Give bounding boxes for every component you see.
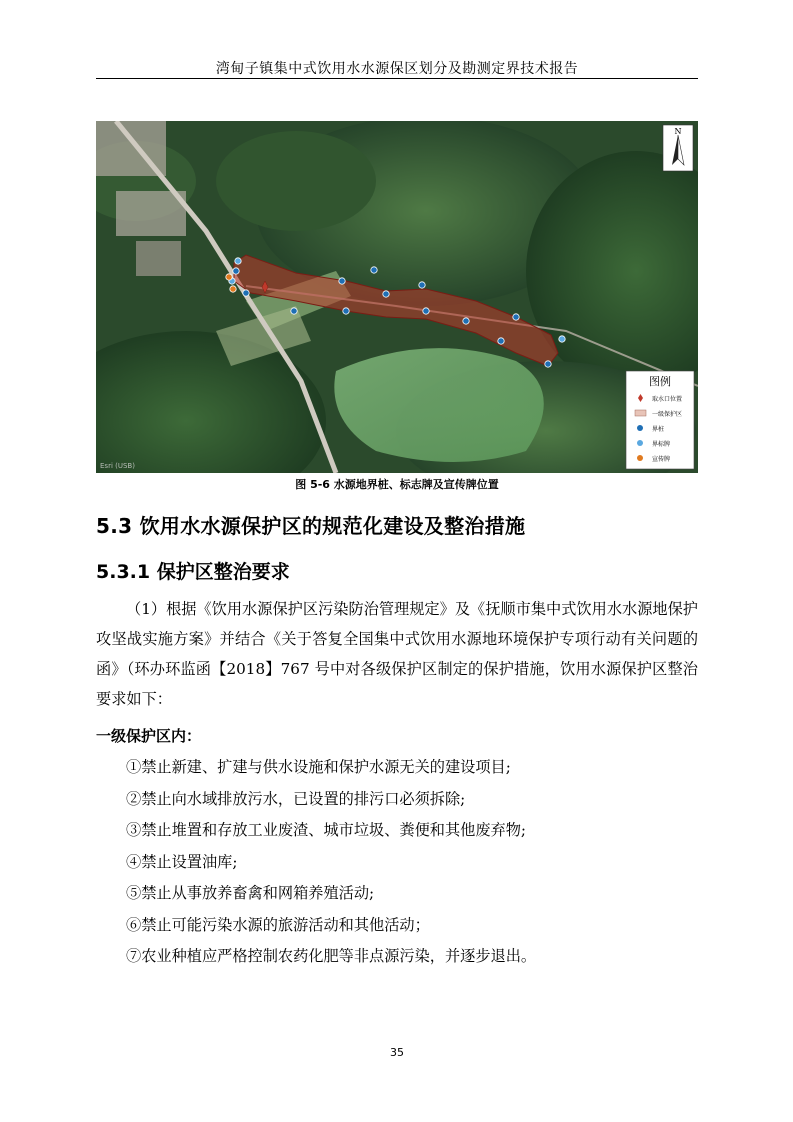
subsection-heading: 5.3.1 保护区整治要求 bbox=[96, 561, 290, 583]
boundary-pile bbox=[498, 338, 504, 344]
legend-label-zone: 一级保护区 bbox=[652, 411, 683, 418]
page-number: 35 bbox=[390, 1046, 404, 1059]
running-header: 湾甸子镇集中式饮用水水源保区划分及勘测定界技术报告 bbox=[215, 61, 579, 77]
promo-sign bbox=[226, 274, 232, 280]
village-block bbox=[136, 241, 181, 276]
map-canvas bbox=[96, 121, 698, 473]
promo-sign bbox=[230, 286, 236, 292]
zone-heading: 一级保护区内： bbox=[96, 727, 202, 745]
list-item: ③禁止堆置和存放工业废渣、城市垃圾、粪便和其他废弃物; bbox=[126, 821, 526, 839]
boundary-pile bbox=[545, 361, 551, 367]
body-paragraph: （1）根据《饮用水源保护区污染防治管理规定》及《抚顺市集中式饮用水水源地保护攻坚战实施方案》并结合《关于答复全国集中式饮用水源地环境保护专项行动有关问题的函》（环办环监函【2018】767 号中对各级保护区制定的保护措施，饮用水源保护区整治要求如下： bbox=[96, 600, 698, 708]
boundary-pile bbox=[463, 318, 469, 324]
boundary-pile bbox=[291, 308, 297, 314]
map-watermark: Esri (USB) bbox=[100, 462, 135, 470]
village-block bbox=[116, 191, 186, 236]
boundary-pile bbox=[233, 268, 239, 274]
legend-dot-icon-promo bbox=[637, 455, 643, 461]
map-legend bbox=[626, 371, 694, 469]
rules-list bbox=[126, 752, 536, 973]
legend-title: 图例 bbox=[649, 375, 671, 388]
section-heading: 5.3 饮用水水源保护区的规范化建设及整治措施 bbox=[96, 514, 526, 538]
boundary-sign bbox=[559, 336, 565, 342]
boundary-pile bbox=[383, 291, 389, 297]
list-item: ⑤禁止从事放养畜禽和网箱养殖活动; bbox=[126, 884, 375, 902]
legend-label-pile: 界桩 bbox=[652, 426, 665, 433]
boundary-pile bbox=[243, 290, 249, 296]
list-item: ⑥禁止可能污染水源的旅游活动和其他活动； bbox=[126, 915, 430, 934]
satellite-map-figure bbox=[96, 121, 698, 473]
boundary-pile bbox=[419, 282, 425, 288]
header-rule bbox=[96, 78, 698, 79]
figure-caption: 图 5-6 水源地界桩、标志牌及宣传牌位置 bbox=[295, 478, 499, 491]
legend-dot-icon-sign bbox=[637, 440, 643, 446]
forest-hill bbox=[216, 131, 376, 231]
legend-label-promo: 宣传牌 bbox=[652, 456, 671, 463]
legend-label-intake: 取水口位置 bbox=[652, 396, 683, 403]
boundary-pile bbox=[343, 308, 349, 314]
list-item: ②禁止向水域排放污水，已设置的排污口必须拆除; bbox=[126, 789, 466, 808]
list-item: ⑦农业种植应严格控制农药化肥等非点源污染，并逐步退出。 bbox=[126, 947, 537, 965]
legend-area-swatch-icon bbox=[635, 410, 646, 416]
boundary-pile bbox=[339, 278, 345, 284]
boundary-pile bbox=[513, 314, 519, 320]
list-item: ①禁止新建、扩建与供水设施和保护水源无关的建设项目; bbox=[126, 758, 511, 776]
boundary-pile bbox=[423, 308, 429, 314]
north-label: N bbox=[674, 127, 682, 136]
list-item: ④禁止设置油库; bbox=[126, 852, 238, 871]
boundary-pile bbox=[371, 267, 377, 273]
boundary-sign bbox=[235, 258, 241, 264]
legend-dot-icon-pile bbox=[637, 425, 643, 431]
legend-label-sign: 界标牌 bbox=[652, 441, 671, 448]
